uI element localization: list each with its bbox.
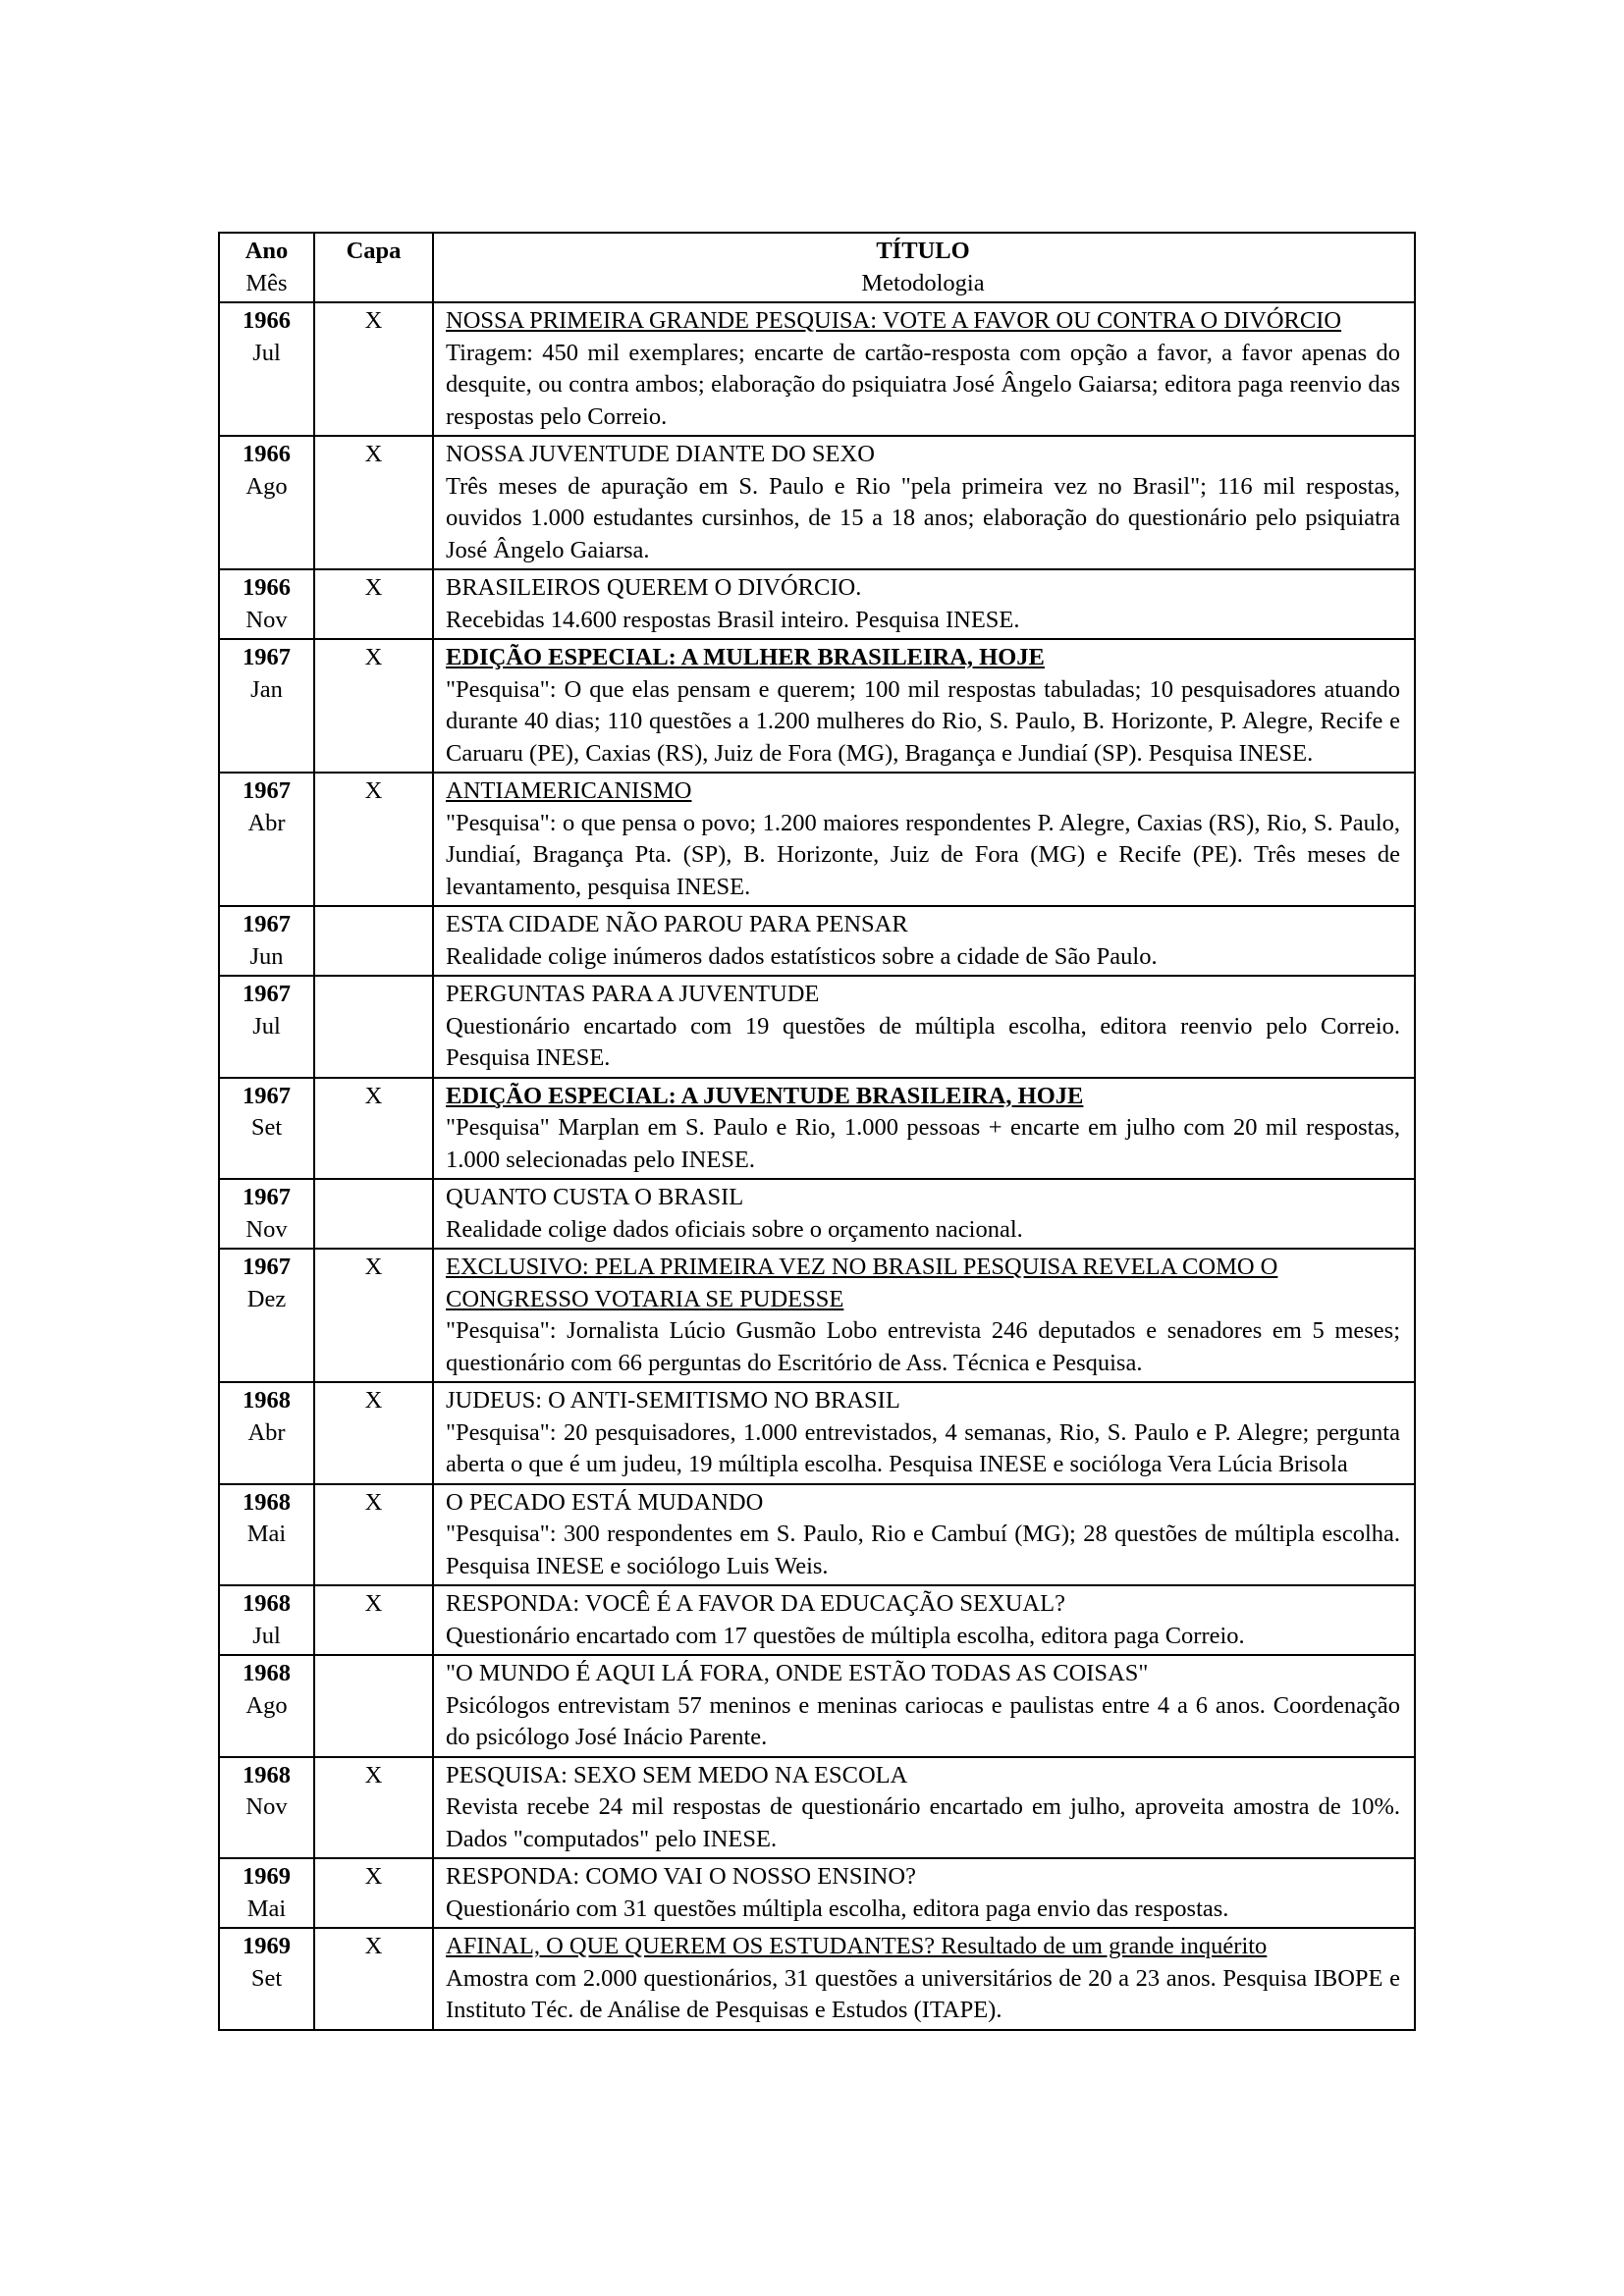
table-row xyxy=(219,1078,1415,1180)
row-method: Três meses de apuração em S. Paulo e Rio "pela primeira vez no Brasil"; 116 mil respostas, ouvidos 1.000 estudantes cursinhos, de 15 a 18 anos; elaboração do questionário pelo psiquiatra José Ângelo Gaiarsa. xyxy=(446,472,1400,563)
header-titulo: TÍTULO xyxy=(876,238,970,264)
content-cell xyxy=(433,1179,1415,1249)
survey-table xyxy=(218,232,1416,2031)
row-month: Set xyxy=(250,1964,283,1992)
table-row xyxy=(219,976,1415,1078)
content-cell xyxy=(433,1655,1415,1757)
content-cell xyxy=(433,1382,1415,1484)
capa-cell xyxy=(314,1179,433,1249)
row-year: 1968 xyxy=(243,1488,291,1516)
content-cell xyxy=(433,639,1415,773)
capa-cell xyxy=(314,302,433,436)
header-capa: Capa xyxy=(314,233,433,302)
row-month: Nov xyxy=(245,1215,288,1243)
date-cell xyxy=(219,1928,314,2030)
date-cell xyxy=(219,1484,314,1586)
content-cell xyxy=(433,1757,1415,1859)
content-cell xyxy=(433,1928,1415,2030)
row-month: Ago xyxy=(245,1691,288,1719)
row-capa-mark: X xyxy=(364,777,383,804)
capa-cell xyxy=(314,1928,433,2030)
date-cell xyxy=(219,1179,314,1249)
table-row xyxy=(219,1249,1415,1382)
row-month: Jan xyxy=(250,675,283,703)
content-cell xyxy=(433,569,1415,639)
date-cell xyxy=(219,1655,314,1757)
row-month: Abr xyxy=(247,1418,286,1446)
row-title: EDIÇÃO ESPECIAL: A JUVENTUDE BRASILEIRA, HOJE xyxy=(446,1082,1084,1109)
row-year: 1966 xyxy=(243,307,291,334)
capa-cell xyxy=(314,906,433,976)
header-mes: Mês xyxy=(245,269,288,296)
row-month: Abr xyxy=(247,809,286,836)
date-cell xyxy=(219,1078,314,1180)
row-year: 1967 xyxy=(243,981,291,1007)
row-method: "Pesquisa": 300 respondentes em S. Paulo, Rio e Cambuí (MG); 28 questões de múltipla escolha. Pesquisa INESE e sociólogo Luis Weis. xyxy=(446,1521,1400,1579)
row-method: Tiragem: 450 mil exemplares; encarte de cartão-resposta com opção a favor, a favor apenas do desquite, ou contra ambos; elaboração do psiquiatra José Ângelo Gaiarsa; editora paga reenvio das respostas pelo Correio. xyxy=(446,339,1400,430)
table-row xyxy=(219,639,1415,773)
row-title: "O MUNDO É AQUI LÁ FORA, ONDE ESTÃO TODAS AS COISAS" xyxy=(446,1660,1149,1686)
content-cell xyxy=(433,1249,1415,1382)
row-capa-mark: X xyxy=(364,1082,383,1109)
row-method: "Pesquisa": Jornalista Lúcio Gusmão Lobo entrevista 246 deputados e senadores em 5 meses; questionário com 66 perguntas do Escritório de Ass. Técnica e Pesquisa. xyxy=(446,1317,1400,1376)
table-row xyxy=(219,1484,1415,1586)
capa-cell xyxy=(314,1078,433,1180)
row-title: RESPONDA: VOCÊ É A FAVOR DA EDUCAÇÃO SEXUAL? xyxy=(446,1590,1065,1617)
capa-cell xyxy=(314,1858,433,1928)
row-title: BRASILEIROS QUEREM O DIVÓRCIO. xyxy=(446,574,862,601)
row-month: Jun xyxy=(249,942,284,970)
capa-cell xyxy=(314,436,433,569)
table-row xyxy=(219,1655,1415,1757)
table-row xyxy=(219,1382,1415,1484)
row-method: "Pesquisa" Marplan em S. Paulo e Rio, 1.000 pessoas + encarte em julho com 20 mil respostas, 1.000 selecionadas pelo INESE. xyxy=(446,1114,1400,1173)
header-titulo-metodologia xyxy=(433,233,1415,302)
date-cell xyxy=(219,1585,314,1655)
row-title: ANTIAMERICANISMO xyxy=(446,777,692,804)
row-method: "Pesquisa": O que elas pensam e querem; 100 mil respostas tabuladas; 10 pesquisadores atuando durante 40 dias; 110 questões a 1.200 mulheres do Rio, S. Paulo, B. Horizonte, P. Alegre, Recife e Caruaru (PE), Caxias (RS), Juiz de Fora (MG), Bragança e Jundiaí (SP). Pesquisa INESE. xyxy=(446,675,1400,767)
capa-cell xyxy=(314,569,433,639)
capa-cell xyxy=(314,773,433,906)
row-year: 1969 xyxy=(243,1863,291,1890)
row-method: Recebidas 14.600 respostas Brasil inteiro. Pesquisa INESE. xyxy=(446,606,1020,633)
row-title: NOSSA JUVENTUDE DIANTE DO SEXO xyxy=(446,441,875,467)
table-row xyxy=(219,436,1415,569)
date-cell xyxy=(219,1382,314,1484)
row-capa-mark: X xyxy=(364,307,383,334)
table-header-row xyxy=(219,233,1415,302)
table-row xyxy=(219,302,1415,436)
table-body xyxy=(219,302,1415,2030)
row-year: 1967 xyxy=(243,777,291,804)
row-year: 1968 xyxy=(243,1590,291,1617)
row-year: 1967 xyxy=(243,1082,291,1109)
content-cell xyxy=(433,1078,1415,1180)
row-title: AFINAL, O QUE QUEREM OS ESTUDANTES? Resultado de um grande inquérito xyxy=(446,1933,1268,1959)
row-method: "Pesquisa": 20 pesquisadores, 1.000 entrevistados, 4 semanas, Rio, S. Paulo e P. Alegre; pergunta aberta o que é um judeu, 19 múltipla escolha. Pesquisa INESE e socióloga Vera Lúcia Brisola xyxy=(446,1418,1400,1477)
header-metodologia: Metodologia xyxy=(861,269,985,296)
row-method: Revista recebe 24 mil respostas de questionário encartado em julho, aproveita amostra de 10%. Dados "computados" pelo INESE. xyxy=(446,1793,1400,1852)
row-capa-mark: X xyxy=(364,1761,383,1789)
row-year: 1968 xyxy=(243,1761,291,1789)
row-year: 1968 xyxy=(243,1387,291,1414)
row-title: QUANTO CUSTA O BRASIL xyxy=(446,1184,744,1210)
capa-cell xyxy=(314,1484,433,1586)
table-row xyxy=(219,1585,1415,1655)
content-cell xyxy=(433,1585,1415,1655)
row-capa-mark: X xyxy=(364,1254,383,1280)
row-month: Mai xyxy=(246,1521,287,1547)
row-title: O PECADO ESTÁ MUDANDO xyxy=(446,1488,764,1516)
capa-cell xyxy=(314,1655,433,1757)
row-month: Ago xyxy=(245,472,288,500)
table-row xyxy=(219,1757,1415,1859)
capa-cell xyxy=(314,976,433,1078)
row-method: Questionário com 31 questões múltipla escolha, editora paga envio das respostas. xyxy=(446,1895,1229,1922)
row-method: "Pesquisa": o que pensa o povo; 1.200 maiores respondentes P. Alegre, Caxias (RS), Rio, S. Paulo, Jundiaí, Bragança Pta. (SP), B. Horizonte, Juiz de Fora (MG) e Recife (PE). Três meses de levantamento, pesquisa INESE. xyxy=(446,809,1400,900)
content-cell xyxy=(433,1484,1415,1586)
capa-cell xyxy=(314,1757,433,1859)
row-title: RESPONDA: COMO VAI O NOSSO ENSINO? xyxy=(446,1863,916,1890)
table-row xyxy=(219,1179,1415,1249)
row-capa-mark: X xyxy=(364,644,383,670)
row-year: 1967 xyxy=(243,644,291,670)
row-year: 1966 xyxy=(243,574,291,601)
row-method: Amostra com 2.000 questionários, 31 questões a universitários de 20 a 23 anos. Pesquisa IBOPE e Instituto Téc. de Análise de Pesquisas e Estudos (ITAPE). xyxy=(446,1964,1400,2023)
row-method: Questionário encartado com 17 questões de múltipla escolha, editora paga Correio. xyxy=(446,1622,1245,1649)
row-month: Dez xyxy=(246,1285,287,1312)
header-ano-mes xyxy=(219,233,314,302)
content-cell xyxy=(433,773,1415,906)
table-row xyxy=(219,1928,1415,2030)
date-cell xyxy=(219,906,314,976)
capa-cell xyxy=(314,1249,433,1382)
row-month: Jul xyxy=(252,1622,281,1649)
row-method: Questionário encartado com 19 questões de múltipla escolha, editora reenvio pelo Correio. Pesquisa INESE. xyxy=(446,1012,1400,1071)
content-cell xyxy=(433,436,1415,569)
date-cell xyxy=(219,569,314,639)
capa-cell xyxy=(314,639,433,773)
row-title: EXCLUSIVO: PELA PRIMEIRA VEZ NO BRASIL PESQUISA REVELA COMO O CONGRESSO VOTARIA SE PUDESSE xyxy=(446,1254,1278,1312)
date-cell xyxy=(219,773,314,906)
row-capa-mark: X xyxy=(364,1590,383,1617)
table-row xyxy=(219,1858,1415,1928)
row-month: Mai xyxy=(246,1895,287,1922)
content-cell xyxy=(433,976,1415,1078)
date-cell xyxy=(219,1249,314,1382)
row-year: 1967 xyxy=(243,911,291,937)
table-row xyxy=(219,906,1415,976)
row-title: PERGUNTAS PARA A JUVENTUDE xyxy=(446,981,820,1007)
row-year: 1967 xyxy=(243,1184,291,1210)
row-capa-mark: X xyxy=(364,1387,383,1414)
content-cell xyxy=(433,906,1415,976)
date-cell xyxy=(219,1858,314,1928)
row-method: Psicólogos entrevistam 57 meninos e meninas cariocas e paulistas entre 4 a 6 anos. Coordenação do psicólogo José Inácio Parente. xyxy=(446,1691,1400,1750)
row-year: 1968 xyxy=(243,1660,291,1686)
row-month: Set xyxy=(250,1114,283,1141)
capa-cell xyxy=(314,1382,433,1484)
row-title: EDIÇÃO ESPECIAL: A MULHER BRASILEIRA, HOJE xyxy=(446,644,1045,670)
row-title: PESQUISA: SEXO SEM MEDO NA ESCOLA xyxy=(446,1761,908,1789)
content-cell xyxy=(433,1858,1415,1928)
row-year: 1966 xyxy=(243,441,291,467)
row-capa-mark: X xyxy=(364,1488,383,1516)
row-capa-mark: X xyxy=(364,574,383,601)
date-cell xyxy=(219,639,314,773)
row-year: 1967 xyxy=(243,1254,291,1280)
row-title: NOSSA PRIMEIRA GRANDE PESQUISA: VOTE A FAVOR OU CONTRA O DIVÓRCIO xyxy=(446,307,1342,334)
capa-cell xyxy=(314,1585,433,1655)
row-month: Jul xyxy=(252,1012,281,1040)
row-title: ESTA CIDADE NÃO PAROU PARA PENSAR xyxy=(446,911,908,937)
row-month: Jul xyxy=(252,339,281,366)
row-capa-mark: X xyxy=(364,1933,383,1959)
row-month: Nov xyxy=(245,1793,288,1820)
date-cell xyxy=(219,302,314,436)
row-month: Nov xyxy=(245,606,288,633)
row-method: Realidade colige dados oficiais sobre o orçamento nacional. xyxy=(446,1215,1023,1243)
table-row xyxy=(219,569,1415,639)
date-cell xyxy=(219,436,314,569)
date-cell xyxy=(219,976,314,1078)
row-capa-mark: X xyxy=(364,441,383,467)
date-cell xyxy=(219,1757,314,1859)
row-method: Realidade colige inúmeros dados estatísticos sobre a cidade de São Paulo. xyxy=(446,942,1158,970)
row-year: 1969 xyxy=(243,1933,291,1959)
row-title: JUDEUS: O ANTI-SEMITISMO NO BRASIL xyxy=(446,1387,900,1414)
row-capa-mark: X xyxy=(364,1863,383,1890)
content-cell xyxy=(433,302,1415,436)
header-ano: Ano xyxy=(244,238,289,264)
table-row xyxy=(219,773,1415,906)
